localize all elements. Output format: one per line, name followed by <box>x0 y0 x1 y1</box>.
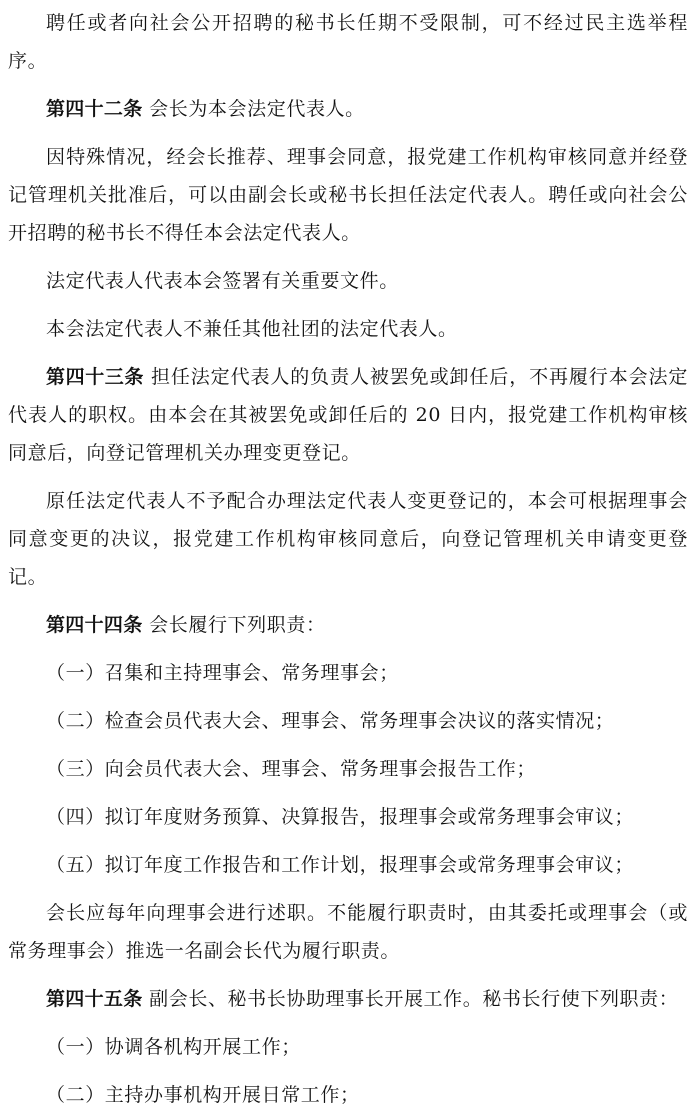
list-item: （一）召集和主持理事会、常务理事会； <box>46 662 399 684</box>
article-paragraph <box>8 358 688 472</box>
article-paragraph <box>8 90 688 128</box>
list-item: （三）向会员代表大会、理事会、常务理事会报告工作； <box>46 758 537 780</box>
paragraph: 本会法定代表人不兼任其他社团的法定代表人。 <box>46 318 458 340</box>
paragraph: 法定代表人代表本会签署有关重要文件。 <box>46 270 399 292</box>
article-paragraph <box>8 980 688 1018</box>
list-item: （四）拟订年度财务预算、决算报告，报理事会或常务理事会审议； <box>46 806 635 828</box>
list-item: （二）主持办事机构开展日常工作； <box>46 1084 360 1106</box>
paragraph: 聘任或者向社会公开招聘的秘书长任期不受限制，可不经过民主选举程序。 <box>8 12 688 72</box>
article-number: 第四十四条 <box>46 614 143 636</box>
article-text: 会长履行下列职责： <box>149 614 326 636</box>
article-text: 副会长、秘书长协助理事长开展工作。秘书长行使下列职责： <box>149 988 679 1010</box>
article-text: 会长为本会法定代表人。 <box>149 98 365 120</box>
article-text: 担任法定代表人的负责人被罢免或卸任后，不再履行本会法定代表人的职权。由本会在其被罢免或卸任后的 20 日内，报党建工作机构审核同意后，向登记管理机关办理变更登记。 <box>8 366 689 464</box>
article-number: 第四十三条 <box>46 366 145 388</box>
list-item: （一）协调各机构开展工作； <box>46 1036 301 1058</box>
paragraph: 原任法定代表人不予配合办理法定代表人变更登记的，本会可根据理事会同意变更的决议，报党建工作机构审核同意后，向登记管理机关申请变更登记。 <box>8 490 688 588</box>
list-item: （二）检查会员代表大会、理事会、常务理事会决议的落实情况； <box>46 710 615 732</box>
article-number: 第四十五条 <box>46 988 143 1010</box>
article-paragraph <box>8 606 688 644</box>
list-item: （五）拟订年度工作报告和工作计划，报理事会或常务理事会审议； <box>46 854 635 876</box>
paragraph: 因特殊情况，经会长推荐、理事会同意，报党建工作机构审核同意并经登记管理机关批准后，可以由副会长或秘书长担任法定代表人。聘任或向社会公开招聘的秘书长不得任本会法定代表人。 <box>8 146 688 244</box>
article-number: 第四十二条 <box>46 98 143 120</box>
paragraph: 会长应每年向理事会进行述职。不能履行职责时，由其委托或理事会（或常务理事会）推选一名副会长代为履行职责。 <box>8 902 688 962</box>
